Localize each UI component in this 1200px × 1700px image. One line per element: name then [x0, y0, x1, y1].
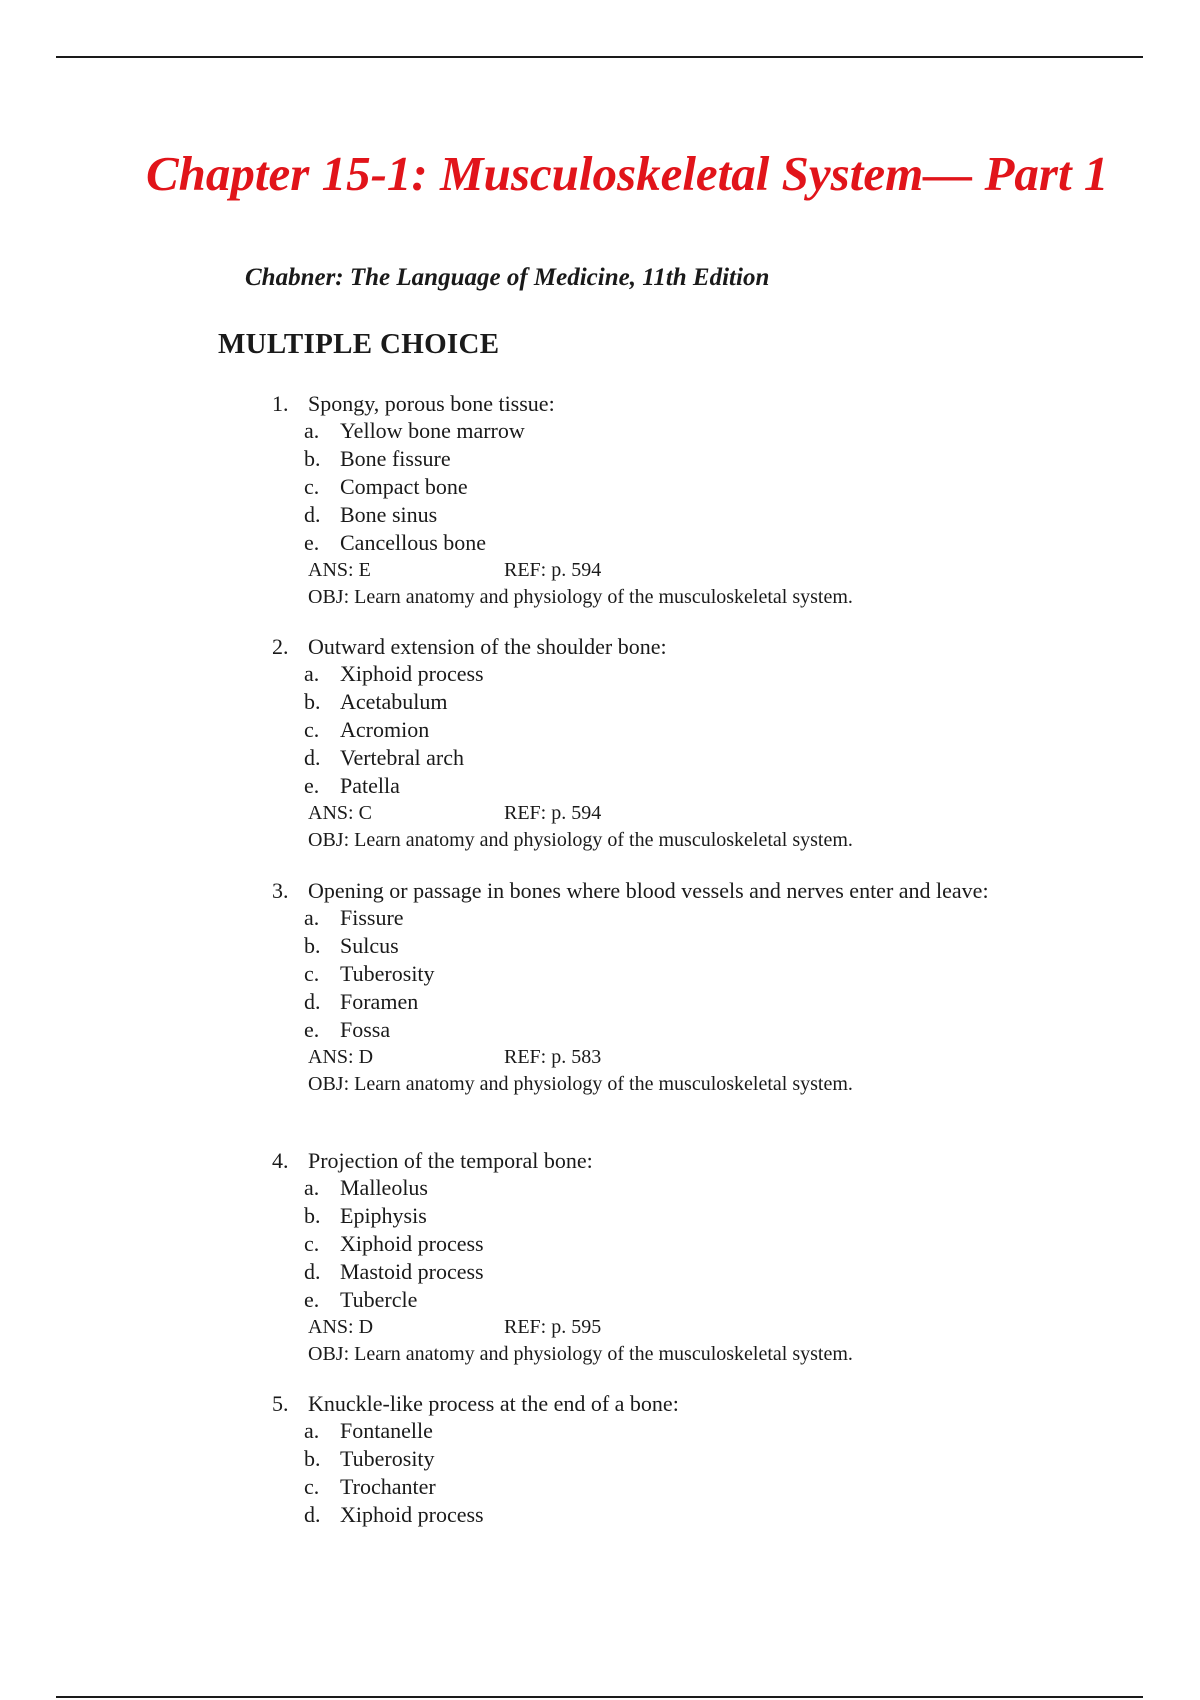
option-text: Patella	[340, 773, 400, 798]
option-a	[304, 904, 1052, 932]
question-number: 3.	[272, 878, 289, 903]
option-letter: d.	[304, 745, 321, 770]
option-text: Bone fissure	[340, 446, 451, 471]
answer-key: ANS: D	[308, 1316, 374, 1338]
option-letter: c.	[304, 474, 320, 499]
option-letter: d.	[304, 989, 321, 1014]
option-text: Foramen	[340, 989, 419, 1014]
option-list	[272, 1174, 1052, 1314]
option-a	[304, 417, 1052, 445]
option-e	[304, 772, 1052, 800]
option-text: Xiphoid process	[340, 1502, 484, 1527]
bottom-rule	[56, 1696, 1143, 1698]
page-reference: REF: p. 583	[504, 1046, 602, 1068]
answer-key: ANS: D	[308, 1046, 374, 1068]
option-text: Fossa	[340, 1017, 391, 1042]
option-text: Tubercle	[340, 1287, 418, 1312]
option-text: Xiphoid process	[340, 1231, 484, 1256]
option-d	[304, 744, 1052, 772]
option-b	[304, 1202, 1052, 1230]
page-reference: REF: p. 594	[504, 559, 602, 581]
option-a	[304, 1417, 1052, 1445]
question-number: 5.	[272, 1391, 289, 1416]
option-text: Mastoid process	[340, 1259, 484, 1284]
question-stem: Outward extension of the shoulder bone:	[308, 634, 667, 659]
question-stem: Opening or passage in bones where blood vessels and nerves enter and leave:	[308, 878, 989, 903]
section-heading: MULTIPLE CHOICE	[218, 328, 500, 360]
option-c	[304, 960, 1052, 988]
answer-meta	[272, 1314, 1052, 1368]
option-letter: a.	[304, 661, 320, 686]
option-text: Tuberosity	[340, 1446, 435, 1471]
option-a	[304, 660, 1052, 688]
option-list	[272, 660, 1052, 800]
option-letter: b.	[304, 446, 321, 471]
question-2	[272, 633, 1052, 854]
option-text: Sulcus	[340, 933, 399, 958]
question-5	[272, 1390, 1052, 1529]
question-stem: Knuckle-like process at the end of a bone:	[308, 1391, 679, 1416]
option-e	[304, 1016, 1052, 1044]
objective: OBJ: Learn anatomy and physiology of the musculoskeletal system.	[308, 586, 853, 608]
option-list	[272, 417, 1052, 557]
option-text: Yellow bone marrow	[340, 418, 525, 443]
option-text: Trochanter	[340, 1474, 436, 1499]
option-text: Tuberosity	[340, 961, 435, 986]
chapter-title: Chapter 15-1: Musculoskeletal System— Part 1	[146, 146, 1109, 201]
top-rule	[56, 56, 1143, 58]
question-stem: Projection of the temporal bone:	[308, 1148, 593, 1173]
option-text: Fissure	[340, 905, 404, 930]
option-letter: d.	[304, 502, 321, 527]
question-1	[272, 390, 1052, 611]
option-text: Compact bone	[340, 474, 468, 499]
option-c	[304, 716, 1052, 744]
option-list	[272, 904, 1052, 1044]
option-b	[304, 932, 1052, 960]
answer-meta	[272, 557, 1052, 611]
option-letter: e.	[304, 1017, 320, 1042]
option-c	[304, 1230, 1052, 1258]
option-letter: e.	[304, 1287, 320, 1312]
option-text: Acetabulum	[340, 689, 448, 714]
option-d	[304, 988, 1052, 1016]
option-a	[304, 1174, 1052, 1202]
option-letter: b.	[304, 1203, 321, 1228]
option-e	[304, 529, 1052, 557]
option-letter: d.	[304, 1259, 321, 1284]
answer-key: ANS: C	[308, 802, 372, 824]
objective: OBJ: Learn anatomy and physiology of the musculoskeletal system.	[308, 1073, 853, 1095]
option-letter: d.	[304, 1502, 321, 1527]
option-letter: e.	[304, 773, 320, 798]
book-subtitle: Chabner: The Language of Medicine, 11th Edition	[245, 264, 770, 291]
page-reference: REF: p. 594	[504, 802, 602, 824]
option-letter: c.	[304, 961, 320, 986]
question-stem: Spongy, porous bone tissue:	[308, 391, 555, 416]
answer-key: ANS: E	[308, 559, 371, 581]
option-letter: a.	[304, 418, 320, 443]
option-text: Bone sinus	[340, 502, 438, 527]
option-b	[304, 688, 1052, 716]
option-b	[304, 1445, 1052, 1473]
question-3	[272, 877, 1052, 1098]
option-letter: a.	[304, 905, 320, 930]
answer-meta	[272, 800, 1052, 854]
objective: OBJ: Learn anatomy and physiology of the musculoskeletal system.	[308, 1343, 853, 1365]
option-text: Cancellous bone	[340, 530, 487, 555]
option-text: Malleolus	[340, 1175, 428, 1200]
answer-meta	[272, 1044, 1052, 1098]
question-number: 2.	[272, 634, 289, 659]
option-letter: a.	[304, 1418, 320, 1443]
question-number: 4.	[272, 1148, 289, 1173]
option-letter: a.	[304, 1175, 320, 1200]
option-d	[304, 1501, 1052, 1529]
option-letter: b.	[304, 933, 321, 958]
option-letter: c.	[304, 1474, 320, 1499]
option-list	[272, 1417, 1052, 1529]
question-4	[272, 1147, 1052, 1368]
option-c	[304, 473, 1052, 501]
option-text: Vertebral arch	[340, 745, 464, 770]
option-e	[304, 1286, 1052, 1314]
question-number: 1.	[272, 391, 289, 416]
option-text: Acromion	[340, 717, 430, 742]
option-letter: b.	[304, 689, 321, 714]
page-reference: REF: p. 595	[504, 1316, 602, 1338]
option-letter: b.	[304, 1446, 321, 1471]
option-b	[304, 445, 1052, 473]
option-d	[304, 501, 1052, 529]
option-c	[304, 1473, 1052, 1501]
objective: OBJ: Learn anatomy and physiology of the musculoskeletal system.	[308, 829, 853, 851]
option-text: Xiphoid process	[340, 661, 484, 686]
option-letter: c.	[304, 1231, 320, 1256]
option-letter: e.	[304, 530, 320, 555]
option-d	[304, 1258, 1052, 1286]
option-letter: c.	[304, 717, 320, 742]
option-text: Fontanelle	[340, 1418, 433, 1443]
option-text: Epiphysis	[340, 1203, 427, 1228]
